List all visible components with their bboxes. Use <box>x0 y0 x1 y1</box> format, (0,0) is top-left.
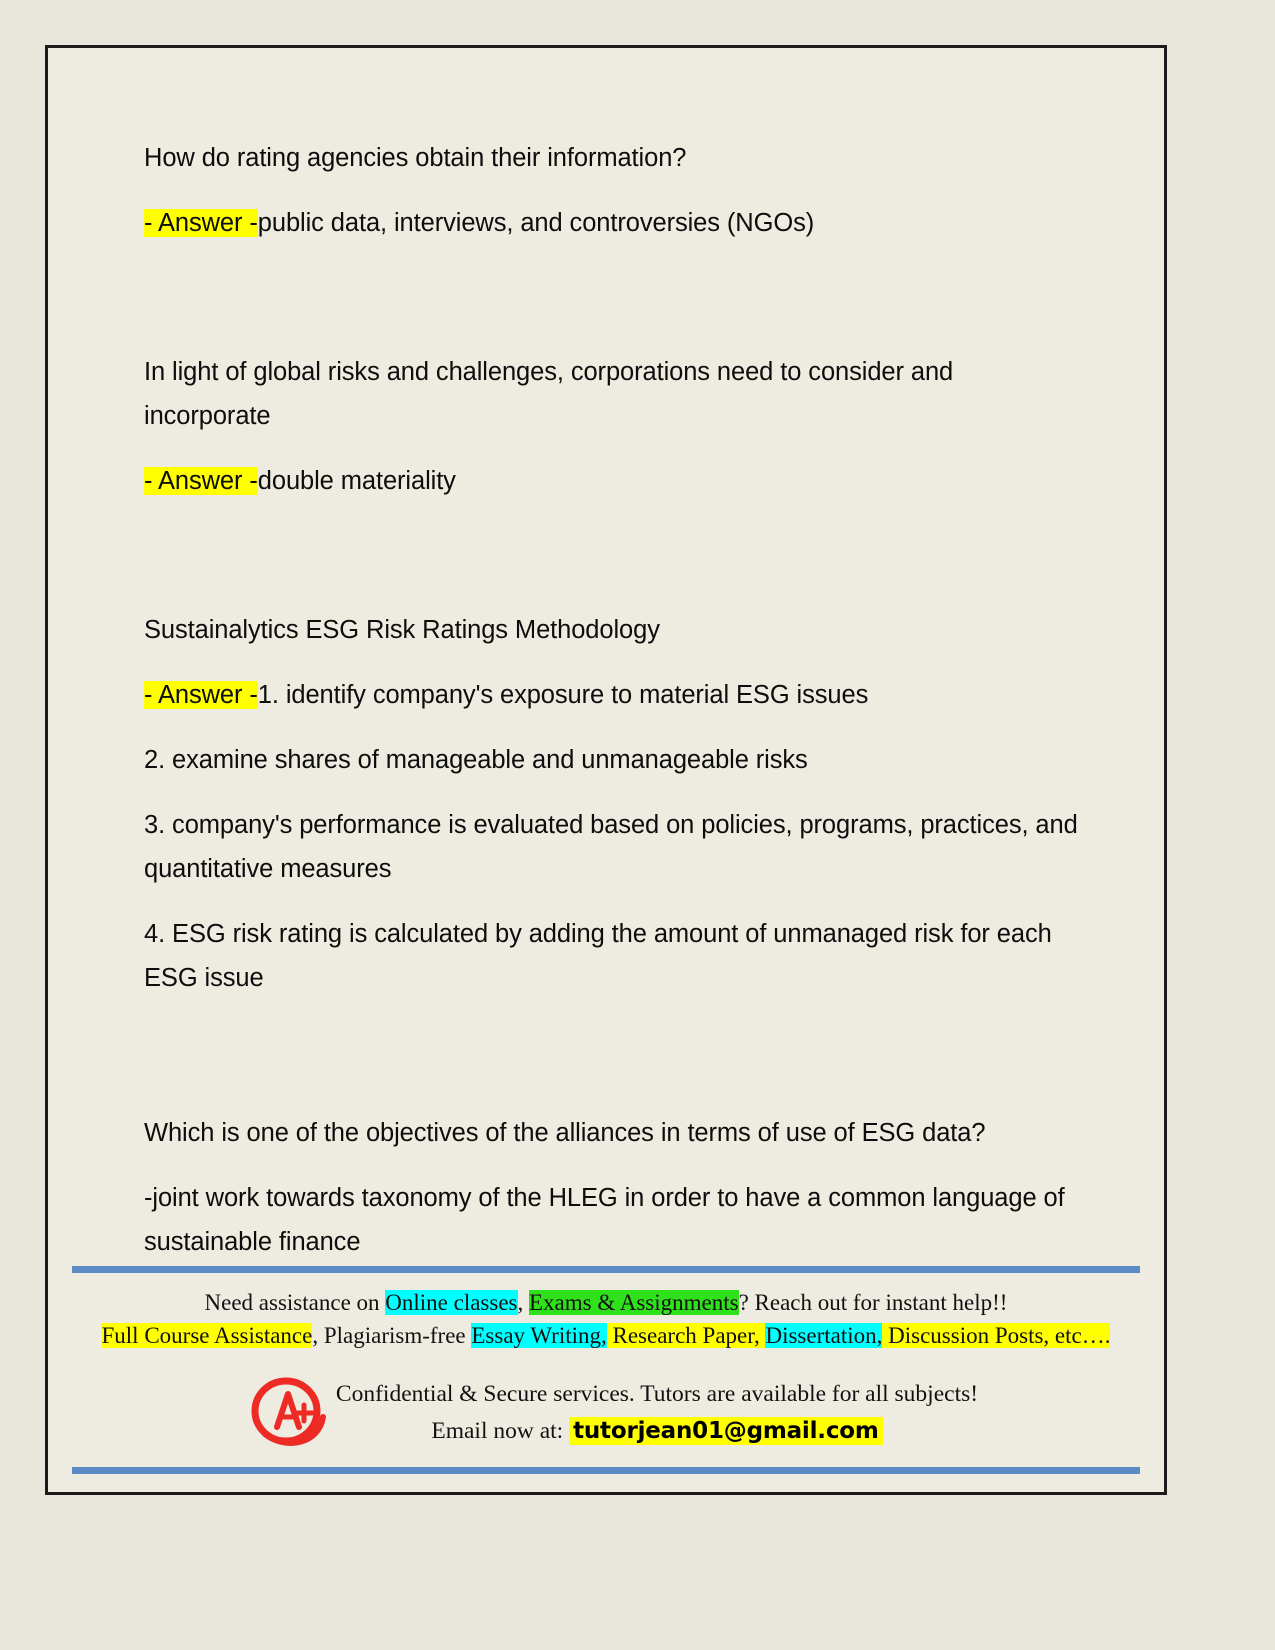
footer-contact-area <box>48 1373 1164 1451</box>
block-spacer <box>144 266 1079 350</box>
footer-highlight-dissertation: Dissertation, <box>765 1323 883 1348</box>
footer-highlight-essay-writing: Essay Writing, <box>471 1323 607 1348</box>
answer-3-line-4: 4. ESG risk rating is calculated by adding the amount of unmanaged risk for each ESG issue <box>144 920 1052 992</box>
answer-3-text: 1. identify company's exposure to material ESG issues <box>257 681 869 709</box>
footer-email-row <box>336 1414 978 1448</box>
footer-services-line-2 <box>48 1320 1164 1351</box>
footer-highlight-research-paper: Research Paper, <box>606 1323 766 1348</box>
a-plus-grade-icon <box>247 1373 329 1451</box>
document-page <box>45 45 1167 1495</box>
footer-text-plagiarism-free: , Plagiarism-free <box>312 1323 472 1348</box>
document-body <box>144 136 1079 1285</box>
email-address[interactable]: tutorjean01@gmail.com <box>569 1417 883 1445</box>
contact-text-block <box>336 1377 978 1448</box>
question-4: Which is one of the objectives of the alliances in terms of use of ESG data? <box>144 1119 986 1147</box>
answer-tag: - Answer - <box>144 209 258 237</box>
question-1: How do rating agencies obtain their information? <box>144 144 687 172</box>
promo-footer <box>48 1266 1164 1492</box>
footer-highlight-exams-assignments: Exams & Assignments <box>529 1290 739 1315</box>
answer-3-line-3: 3. company's performance is evaluated based on policies, programs, practices, and quantitative measures <box>144 811 1078 883</box>
footer-text-part2: , <box>517 1290 529 1315</box>
answer-3-line-2: 2. examine shares of manageable and unmanageable risks <box>144 746 808 774</box>
footer-tagline: Confidential & Secure services. Tutors are available for all subjects! <box>335 1380 979 1407</box>
footer-divider-bottom <box>72 1467 1140 1474</box>
footer-highlight-online-classes: Online classes <box>385 1290 518 1315</box>
footer-divider-top <box>72 1266 1140 1273</box>
block-spacer <box>144 1021 1079 1111</box>
answer-2 <box>144 459 1079 503</box>
footer-highlight-full-course-assistance: Full Course Assistance <box>101 1323 313 1348</box>
answer-4: -joint work towards taxonomy of the HLEG in order to have a common language of sustainable finance <box>144 1184 1065 1256</box>
answer-1-text: public data, interviews, and controversies (NGOs) <box>257 209 815 237</box>
answer-tag: - Answer - <box>144 681 258 709</box>
footer-text-part1: Need assistance on <box>204 1290 386 1315</box>
block-spacer <box>144 524 1079 608</box>
footer-highlight-discussion-posts: Discussion Posts, etc…. <box>882 1323 1111 1348</box>
question-3: Sustainalytics ESG Risk Ratings Methodology <box>144 616 660 644</box>
footer-text-part3: ? Reach out for instant help!! <box>738 1290 1008 1315</box>
answer-1 <box>144 201 1079 245</box>
footer-services-line-1 <box>48 1287 1164 1318</box>
question-2: In light of global risks and challenges, corporations need to consider and incorporate <box>144 358 954 430</box>
email-label: Email now at: <box>431 1417 564 1444</box>
a-plus-logo <box>240 1373 336 1451</box>
answer-2-text: double materiality <box>257 467 456 495</box>
answer-3 <box>144 673 1079 717</box>
answer-tag: - Answer - <box>144 467 258 495</box>
